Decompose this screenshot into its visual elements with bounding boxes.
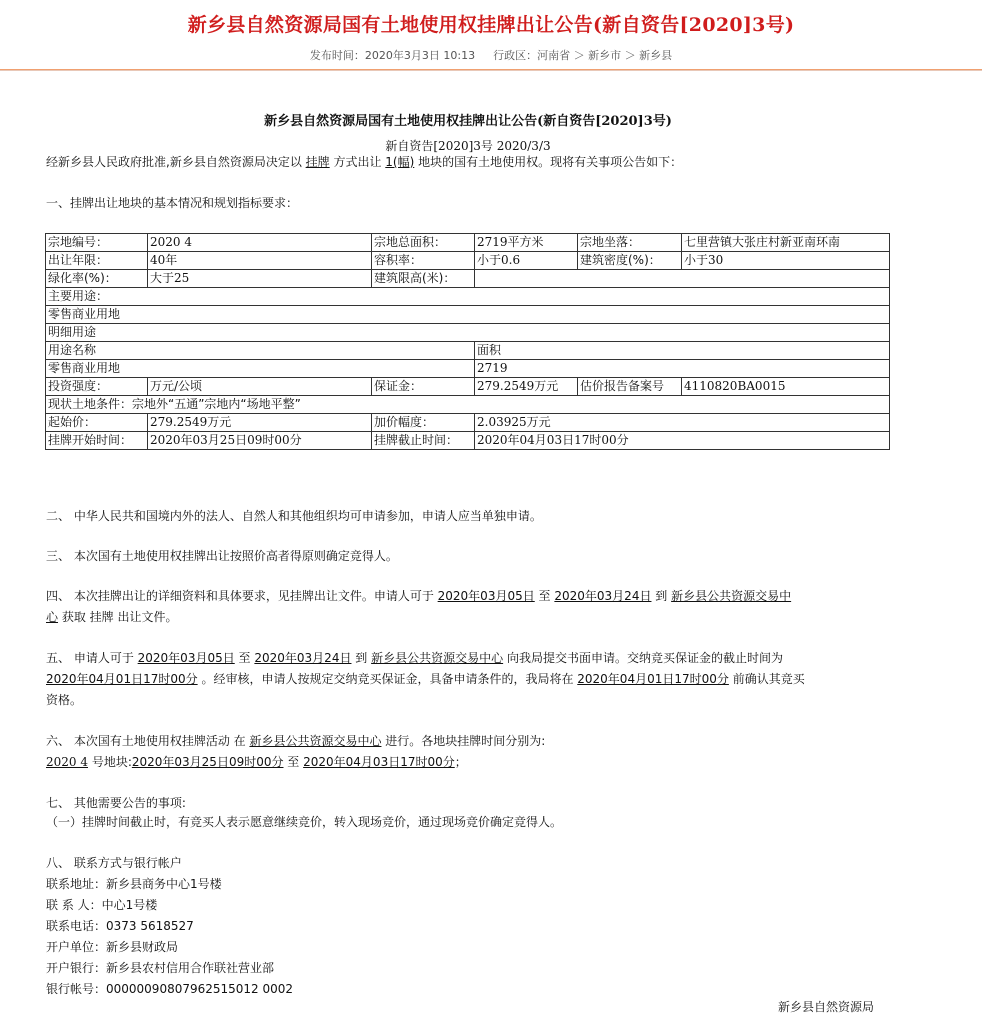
deadline-date: 2020年04月01日17时00分 [46, 672, 198, 686]
section-7: 七、 其他需要公告的事项: [46, 796, 186, 810]
contact-phone: 联系电话：0373 5618527 [46, 919, 194, 933]
bank-account: 银行帐号：00000090807962515012 0002 [46, 982, 294, 996]
table-cell: 万元/公顷 [148, 378, 372, 396]
table-cell: 小于30 [682, 252, 890, 270]
table-cell: 容积率： [372, 252, 475, 270]
lot-number: 2020 4 [46, 755, 88, 769]
table-cell: 2719平方米 [475, 234, 578, 252]
table-cell: 2020年04月03日17时00分 [475, 432, 890, 450]
date-link: 2020年03月24日 [554, 589, 652, 603]
table-cell: 出让年限： [46, 252, 148, 270]
table-row [46, 396, 890, 414]
table-cell: 宗地编号： [46, 234, 148, 252]
table-cell [475, 270, 890, 288]
bank-name: 开户银行：新乡县农村信用合作联社营业部 [46, 961, 275, 975]
table-cell: 挂牌截止时间： [372, 432, 475, 450]
issuer-signature: 新乡县自然资源局 [778, 1000, 875, 1014]
publish-time: 2020年3月3日 10:13 [364, 49, 476, 62]
table-cell: 加价幅度： [372, 414, 475, 432]
table-cell: 279.2549万元 [475, 378, 578, 396]
contact-person: 联 系 人：中心1号楼 [46, 898, 158, 912]
date-link: 2020年03月25日09时00分 [131, 755, 284, 769]
contact-address: 联系地址：新乡县商务中心1号楼 [46, 877, 222, 891]
table-row [46, 324, 890, 342]
publish-meta [0, 47, 982, 63]
table-cell: 起始价： [46, 414, 148, 432]
table-cell: 主要用途： [46, 288, 890, 306]
table-cell: 用途名称 [46, 342, 475, 360]
table-cell: 零售商业用地 [46, 360, 475, 378]
table-cell: 2020 4 [148, 234, 372, 252]
page-title: 新乡县自然资源局国有土地使用权挂牌出让公告(新自资告[2020]3号) [187, 14, 795, 36]
section-4: 四、 本次挂牌出让的详细资料和具体要求，见挂牌出让文件。申请人可于 2020年03月05日 至 2020年03月24日 到 新乡县公共资源交易中 [46, 589, 792, 603]
section-8: 八、 联系方式与银行帐户 [46, 856, 182, 870]
table-row [46, 432, 890, 450]
table-row [46, 360, 890, 378]
date-link: 2020年03月05日 [437, 589, 535, 603]
table-row [46, 252, 890, 270]
page-header [0, 0, 982, 71]
table-cell: 大于25 [148, 270, 372, 288]
region-label: 行政区： [493, 49, 538, 62]
account-holder: 开户单位：新乡县财政局 [46, 940, 179, 954]
section-3: 三、 本次国有土地使用权挂牌出让按照价高者得原则确定竞得人。 [46, 549, 398, 563]
section-6-schedule: 2020 4 号地块:2020年03月25日09时00分 至 2020年04月03日17时00分； [46, 755, 467, 769]
table-cell: 2.03925万元 [475, 414, 890, 432]
section-7-item-1: （一）挂牌时间截止时，有竞买人表示愿意继续竞价，转入现场竞价，通过现场竞价确定竞得人。 [46, 815, 563, 829]
section-6: 六、 本次国有土地使用权挂牌活动 在 新乡县公共资源交易中心 进行。各地块挂牌时间分别为: [46, 734, 546, 748]
section-5-cont: 2020年04月01日17时00分 。经审核，申请人按规定交纳竞买保证金，具备申请条件的，我局将在 2020年04月01日17时00分 前确认其竞买 [46, 672, 805, 686]
intro-paragraph: 经新乡县人民政府批准,新乡县自然资源局决定以 挂牌 方式出让 1(幅) 地块的国有土地使用权。现将有关事项公告如下： [46, 155, 683, 169]
table-cell: 2719 [475, 360, 890, 378]
table-cell: 2020年03月25日09时00分 [148, 432, 372, 450]
region-breadcrumb[interactable]: 河南省 ＞ 新乡市 ＞ 新乡县 [537, 49, 673, 62]
table-cell: 现状土地条件：宗地外“五通”宗地内“场地平整” [46, 396, 890, 414]
section-1-heading: 一、挂牌出让地块的基本情况和规划指标要求： [46, 196, 299, 210]
trading-center-link[interactable]: 心 [46, 610, 59, 624]
trading-center-link[interactable]: 新乡县公共资源交易中心 [371, 651, 504, 665]
section-5: 五、 申请人可于 2020年03月05日 至 2020年03月24日 到 新乡县公共资源交易中心 向我局提交书面申请。交纳竞买保证金的截止时间为 [46, 651, 783, 665]
date-link: 2020年04月03日17时00分 [303, 755, 455, 769]
section-4-cont: 心 获取 挂牌 出让文件。 [46, 610, 178, 624]
table-row [46, 270, 890, 288]
document-title: 新乡县自然资源局国有土地使用权挂牌出让公告(新自资告[2020]3号) [264, 114, 672, 129]
document-number: 新自资告[2020]3号 2020/3/3 [385, 139, 551, 153]
table-cell: 明细用途 [46, 324, 890, 342]
parcel-info-table [45, 233, 890, 450]
table-row [46, 414, 890, 432]
date-link: 2020年03月24日 [254, 651, 352, 665]
table-cell: 七里营镇大张庄村新亚南环南 [682, 234, 890, 252]
section-2: 二、 中华人民共和国境内外的法人、自然人和其他组织均可申请参加，申请人应当单独申请。 [46, 509, 542, 523]
table-cell: 保证金： [372, 378, 475, 396]
transfer-method: 挂牌 [305, 155, 330, 169]
trading-center-link[interactable]: 新乡县公共资源交易中心 [249, 734, 382, 748]
table-row [46, 234, 890, 252]
header-divider [0, 69, 982, 70]
table-cell: 零售商业用地 [46, 306, 890, 324]
table-cell: 面积 [475, 342, 890, 360]
publish-time-label: 发布时间： [309, 49, 365, 62]
section-5-end: 资格。 [46, 693, 83, 707]
table-cell: 4110820BA0015 [682, 378, 890, 396]
table-cell: 宗地总面积： [372, 234, 475, 252]
table-cell: 建筑密度(%)： [578, 252, 682, 270]
table-cell: 279.2549万元 [148, 414, 372, 432]
trading-center-link[interactable]: 新乡县公共资源交易中 [671, 589, 792, 603]
table-cell: 估价报告备案号 [578, 378, 682, 396]
table-cell: 挂牌开始时间： [46, 432, 148, 450]
table-row [46, 306, 890, 324]
table-cell: 投资强度： [46, 378, 148, 396]
deadline-date: 2020年04月01日17时00分 [577, 672, 729, 686]
table-row [46, 288, 890, 306]
table-cell: 绿化率(%)： [46, 270, 148, 288]
table-row [46, 342, 890, 360]
date-link: 2020年03月05日 [137, 651, 235, 665]
table-cell: 小于0.6 [475, 252, 578, 270]
table-row [46, 378, 890, 396]
parcel-count: 1(幅) [385, 155, 415, 169]
table-cell: 宗地坐落： [578, 234, 682, 252]
table-cell: 建筑限高(米)： [372, 270, 475, 288]
table-cell: 40年 [148, 252, 372, 270]
